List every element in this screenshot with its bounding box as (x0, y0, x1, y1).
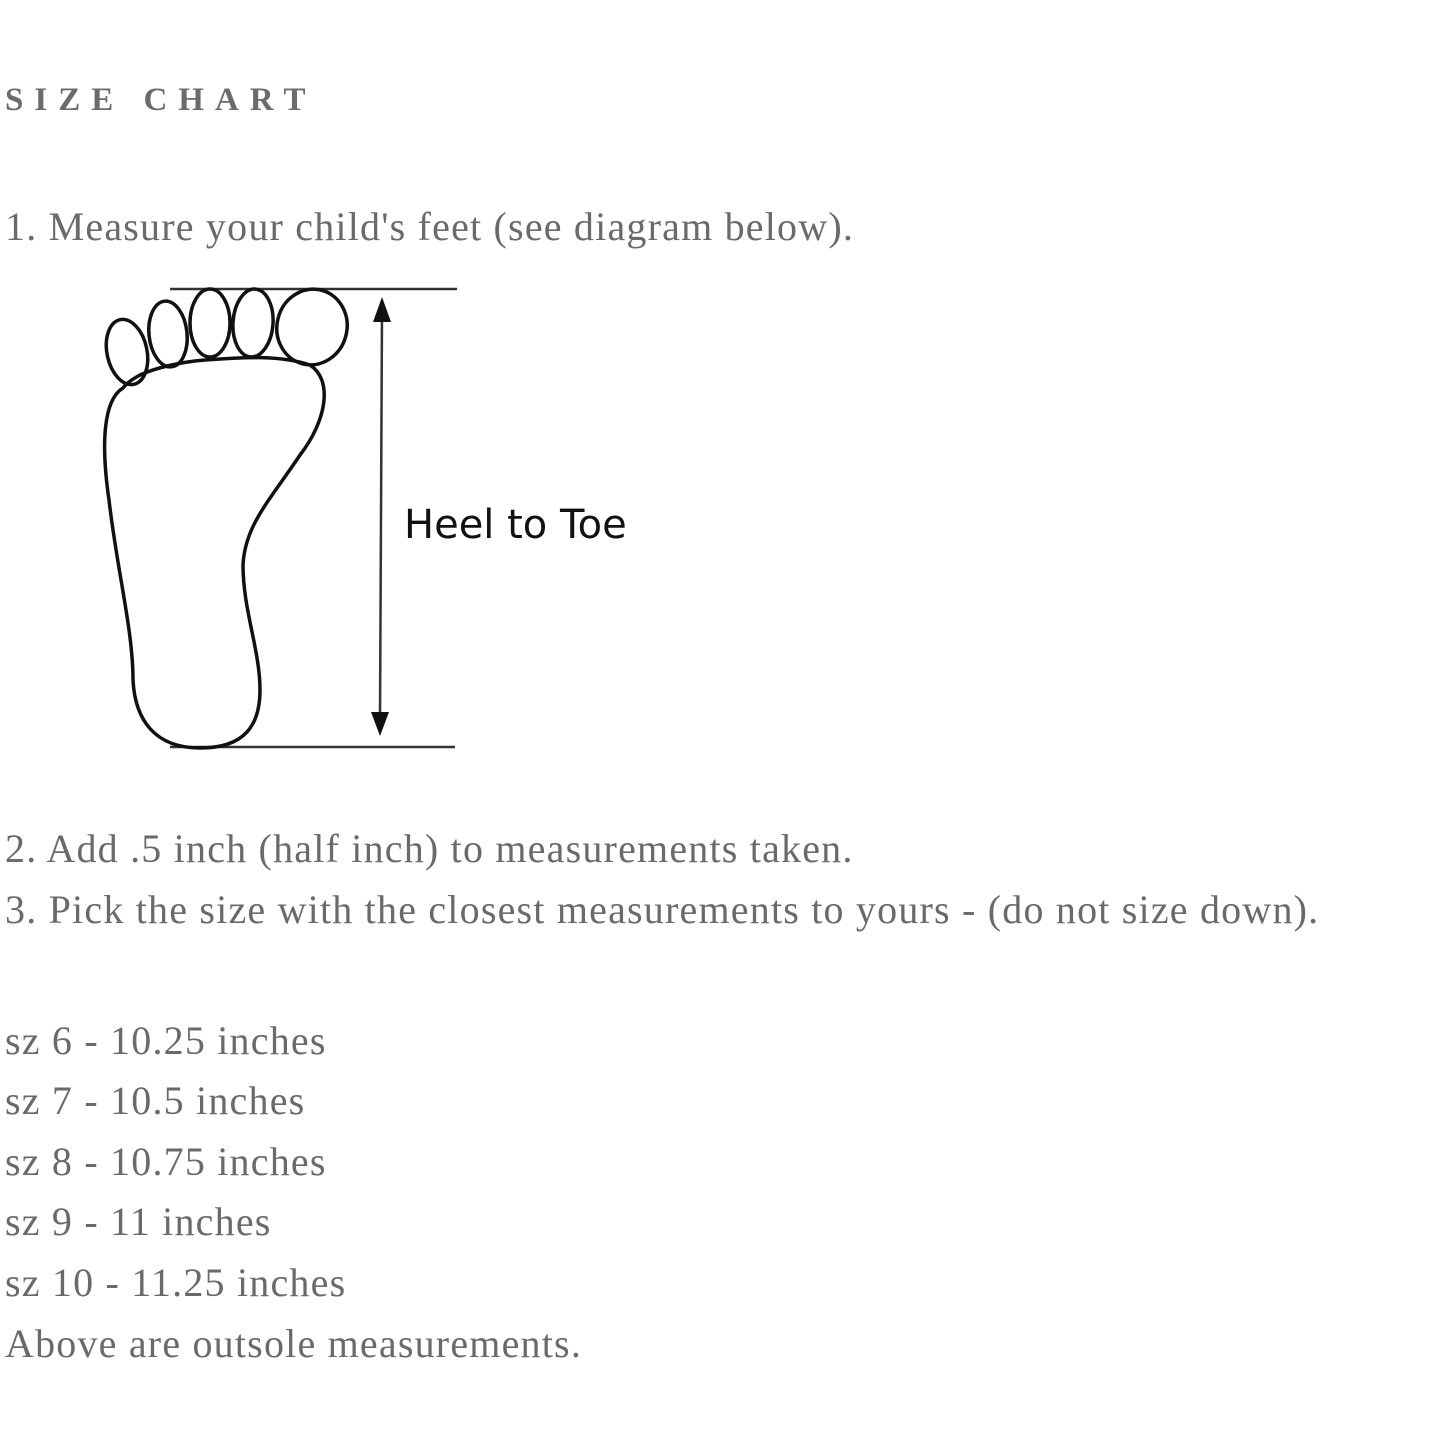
foot-outline-icon (101, 282, 356, 748)
size-row-6: sz 6 - 10.25 inches (5, 1018, 327, 1063)
size-row-10: sz 10 - 11.25 inches (5, 1260, 347, 1305)
size-row-9: sz 9 - 11 inches (5, 1199, 272, 1244)
foot-measurement-diagram (95, 270, 675, 765)
step-3-instruction: 3. Pick the size with the closest measurements to yours - (do not size down). (5, 887, 1320, 932)
heel-to-toe-label: Heel to Toe (404, 502, 627, 548)
size-row-7: sz 7 - 10.5 inches (5, 1078, 306, 1123)
step-1-instruction: 1. Measure your child's feet (see diagram below). (5, 204, 855, 249)
outsole-footnote: Above are outsole measurements. (5, 1321, 583, 1366)
step-2-instruction: 2. Add .5 inch (half inch) to measurements taken. (5, 826, 854, 871)
size-chart-heading: SIZE CHART (5, 82, 317, 118)
size-row-8: sz 8 - 10.75 inches (5, 1139, 327, 1184)
heel-to-toe-arrow-icon (371, 297, 391, 736)
